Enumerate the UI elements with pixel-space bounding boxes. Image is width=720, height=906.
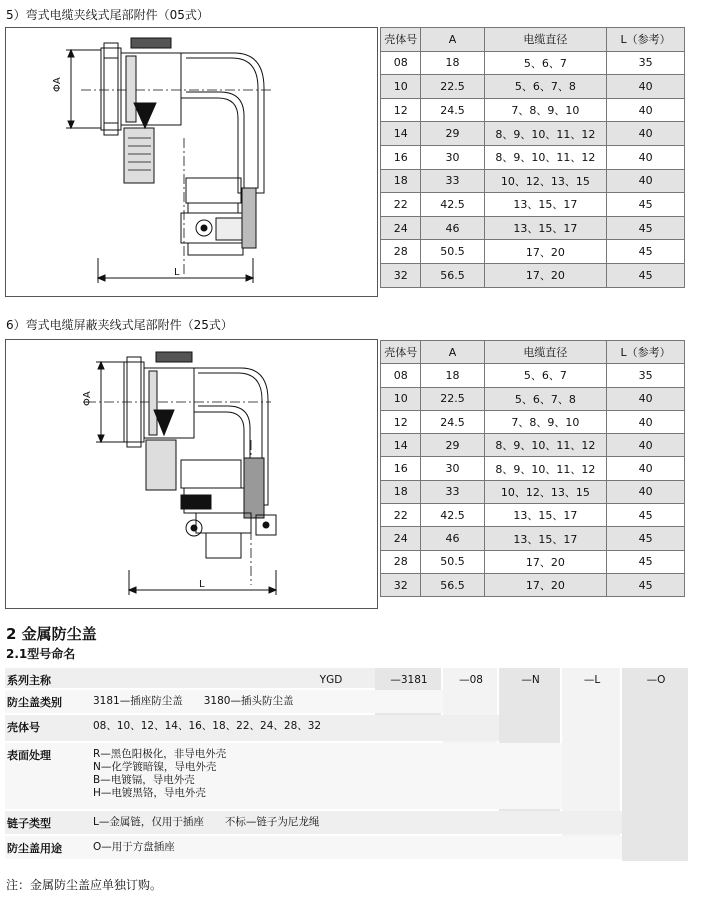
table-row (381, 457, 685, 480)
model-code-segment: —3181 (390, 674, 428, 686)
table-cell: 24.5 (421, 410, 484, 433)
table-cell: 45 (607, 263, 685, 287)
shielded-elbow-connector-drawing (6, 340, 377, 608)
table-row (381, 145, 685, 169)
model-code-segment: —O (646, 674, 666, 686)
naming-row-label: 链子类型 (7, 817, 51, 830)
column-header: 电缆直径 (484, 28, 607, 52)
table-cell: 08 (381, 51, 421, 75)
table-row (381, 527, 685, 550)
naming-row-label: 表面处理 (7, 749, 51, 762)
table-cell: 16 (381, 457, 421, 480)
table-cell: 45 (607, 573, 685, 596)
table-row (381, 216, 685, 240)
table-cell: 46 (421, 527, 484, 550)
table-cell: 7、8、9、10 (484, 410, 607, 433)
table-cell: 22.5 (421, 75, 484, 99)
column-header: 壳体号 (381, 28, 421, 52)
table-cell: 33 (421, 169, 484, 193)
table-cell: 29 (421, 122, 484, 146)
table-row (381, 240, 685, 264)
table-cell: 08 (381, 364, 421, 387)
column-header: 电缆直径 (484, 341, 607, 364)
column-header: A (421, 28, 484, 52)
table-cell: 33 (421, 480, 484, 503)
table-cell: 46 (421, 216, 484, 240)
code-column-band (622, 668, 688, 861)
table-cell: 13、15、17 (484, 504, 607, 527)
table-cell: 8、9、10、11、12 (484, 457, 607, 480)
naming-row-label: 防尘盖用途 (7, 842, 62, 855)
spec-table-05 (380, 27, 685, 288)
table-cell: 42.5 (421, 504, 484, 527)
table-cell: 5、6、7 (484, 51, 607, 75)
table-cell: 22.5 (421, 387, 484, 410)
column-header: L（参考） (607, 341, 685, 364)
naming-option-text: O—用于方盘插座 (93, 841, 175, 853)
table-row (381, 480, 685, 503)
table-cell: 14 (381, 434, 421, 457)
section5-drawing (5, 27, 378, 297)
subsection-heading-naming: 2.1型号命名 (6, 647, 76, 661)
column-header: 壳体号 (381, 341, 421, 364)
table-row (381, 122, 685, 146)
table-row (381, 75, 685, 99)
table-cell: 30 (421, 457, 484, 480)
table-cell: 17、20 (484, 240, 607, 264)
table-row (381, 504, 685, 527)
table-row (381, 51, 685, 75)
table-cell: 40 (607, 480, 685, 503)
table-cell: 18 (381, 169, 421, 193)
table-cell: 40 (607, 169, 685, 193)
table-cell: 28 (381, 240, 421, 264)
table-cell: 10、12、13、15 (484, 480, 607, 503)
model-code-segment: YGD (319, 674, 343, 686)
footnote: 注：金属防尘盖应单独订购。 (6, 878, 163, 892)
dim-phi-label: ΦA (82, 391, 93, 406)
table-cell: 10、12、13、15 (484, 169, 607, 193)
table-row (381, 387, 685, 410)
table-cell: 18 (421, 364, 484, 387)
table-cell: 16 (381, 145, 421, 169)
section5-title: 5）弯式电缆夹线式尾部附件（05式） (6, 8, 209, 22)
table-cell: 24 (381, 216, 421, 240)
table-cell: 40 (607, 75, 685, 99)
naming-option-text: 3181—插座防尘盖 3180—插头防尘盖 (93, 695, 294, 707)
naming-row-label: 系列主称 (7, 674, 51, 687)
table-row (381, 410, 685, 433)
column-header: L（参考） (607, 28, 685, 52)
naming-row (5, 743, 562, 809)
table-cell: 8、9、10、11、12 (484, 434, 607, 457)
table-cell: 35 (607, 364, 685, 387)
elbow-connector-drawing (6, 28, 377, 296)
table-row (381, 263, 685, 287)
naming-option-text: B—电镀镉，导电外壳 (93, 774, 195, 786)
table-cell: 40 (607, 457, 685, 480)
table-cell: 40 (607, 145, 685, 169)
table-cell: 32 (381, 263, 421, 287)
table-row (381, 193, 685, 217)
table-cell: 45 (607, 504, 685, 527)
section-heading-dust-cap: 2 金属防尘盖 (6, 625, 97, 643)
naming-option-text: L—金属链，仅用于插座 不标—链子为尼龙绳 (93, 816, 320, 828)
spec-table-25 (380, 340, 685, 597)
naming-option-text: 08、10、12、14、16、18、22、24、28、32 (93, 720, 322, 732)
table-cell: 45 (607, 550, 685, 573)
naming-row-label: 防尘盖类别 (7, 696, 62, 709)
column-header: A (421, 341, 484, 364)
table-cell: 32 (381, 573, 421, 596)
table-cell: 45 (607, 240, 685, 264)
table-cell: 24 (381, 527, 421, 550)
table-cell: 40 (607, 122, 685, 146)
model-code-segment: —08 (459, 674, 483, 686)
model-code-segment: —N (521, 674, 540, 686)
table-cell: 10 (381, 75, 421, 99)
naming-row-label: 壳体号 (7, 721, 40, 734)
model-code-segment: —L (583, 674, 601, 686)
table-cell: 30 (421, 145, 484, 169)
table-cell: 13、15、17 (484, 216, 607, 240)
table-cell: 14 (381, 122, 421, 146)
table-cell: 13、15、17 (484, 527, 607, 550)
table-row (381, 364, 685, 387)
table-cell: 8、9、10、11、12 (484, 145, 607, 169)
section6-drawing (5, 339, 378, 609)
table-cell: 29 (421, 434, 484, 457)
table-cell: 22 (381, 193, 421, 217)
table-row (381, 434, 685, 457)
dim-phi-label: ΦA (52, 77, 63, 92)
dim-l-label: L (174, 267, 180, 278)
table-cell: 50.5 (421, 240, 484, 264)
table-cell: 40 (607, 98, 685, 122)
naming-option-text: H—电镀黑铬，导电外壳 (93, 787, 206, 799)
table-cell: 8、9、10、11、12 (484, 122, 607, 146)
table-row (381, 98, 685, 122)
table-cell: 13、15、17 (484, 193, 607, 217)
table-cell: 28 (381, 550, 421, 573)
table-header-row (381, 28, 685, 52)
table-cell: 22 (381, 504, 421, 527)
naming-option-text: N—化学镀暗镍，导电外壳 (93, 761, 217, 773)
table-cell: 17、20 (484, 263, 607, 287)
table-row (381, 550, 685, 573)
table-cell: 17、20 (484, 573, 607, 596)
dim-l-label: L (199, 579, 205, 590)
table-cell: 5、6、7、8 (484, 75, 607, 99)
table-cell: 5、6、7 (484, 364, 607, 387)
table-header-row (381, 341, 685, 364)
table-cell: 17、20 (484, 550, 607, 573)
table-cell: 5、6、7、8 (484, 387, 607, 410)
table-row (381, 573, 685, 596)
table-cell: 56.5 (421, 573, 484, 596)
table-cell: 35 (607, 51, 685, 75)
table-cell: 42.5 (421, 193, 484, 217)
table-cell: 18 (421, 51, 484, 75)
table-cell: 50.5 (421, 550, 484, 573)
table-cell: 18 (381, 480, 421, 503)
table-cell: 40 (607, 434, 685, 457)
table-cell: 10 (381, 387, 421, 410)
table-cell: 7、8、9、10 (484, 98, 607, 122)
table-row (381, 169, 685, 193)
table-cell: 40 (607, 410, 685, 433)
table-cell: 45 (607, 193, 685, 217)
table-cell: 45 (607, 216, 685, 240)
table-cell: 56.5 (421, 263, 484, 287)
table-cell: 12 (381, 98, 421, 122)
table-cell: 12 (381, 410, 421, 433)
table-cell: 45 (607, 527, 685, 550)
table-cell: 40 (607, 387, 685, 410)
table-cell: 24.5 (421, 98, 484, 122)
naming-option-text: R—黑色阳极化，非导电外壳 (93, 748, 227, 760)
section6-title: 6）弯式电缆屏蔽夹线式尾部附件（25式） (6, 318, 233, 332)
model-naming-diagram (5, 668, 690, 868)
